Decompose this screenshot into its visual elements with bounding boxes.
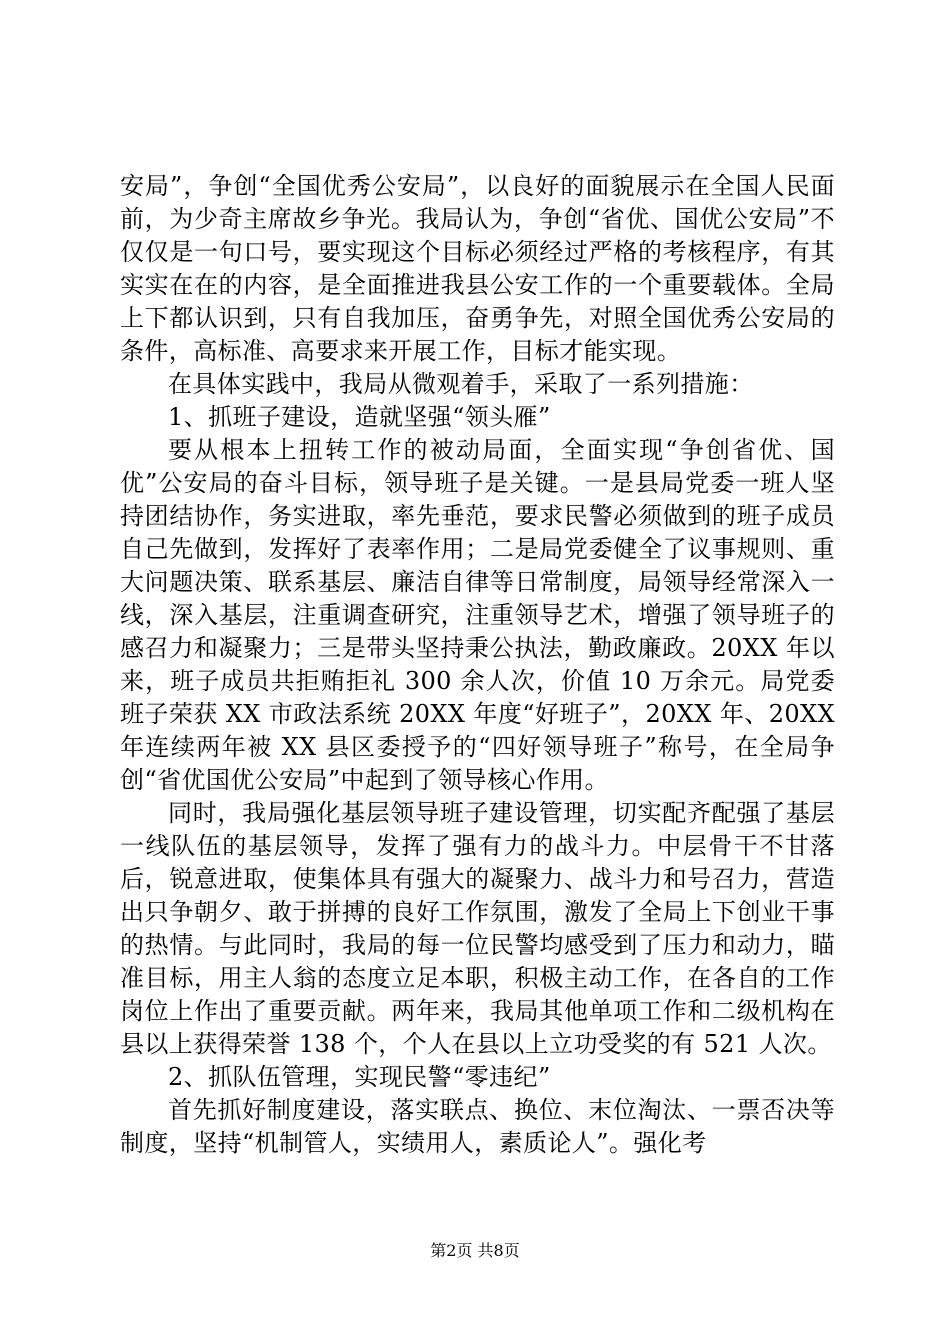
- paragraph-3: 要从根本上扭转工作的被动局面，全面实现“争创省优、国优”公安局的奋斗目标，领导班子是关键。一是县局党委一班人坚持团结协作，务实进取，率先垂范，要求民警必须做到的班子成员自己先做到，发挥好了表率作用；二是局党委健全了议事规则、重大问题决策、联系基层、廉洁自律等日常制度，局领导经常深入一线，深入基层，注重调查研究，注重领导艺术，增强了领导班子的感召力和凝聚力；三是带头坚持秉公执法，勤政廉政。20XX 年以来，班子成员共拒贿拒礼 300 余人次，价值 10 万余元。局党委班子荣获 XX 市政法系统 20XX 年度“好班子”，20XX 年、20XX 年连续两年被 XX 县区委授予的“四好领导班子”称号，在全局争创“省优国优公安局”中起到了领导核心作用。: [120, 436, 835, 794]
- paragraph-4: 同时，我局强化基层领导班子建设管理，切实配齐配强了基层一线队伍的基层领导，发挥了强有力的战斗力。中层骨干不甘落后，锐意进取，使集体具有强大的凝聚力、战斗力和号召力，营造出只争朝夕、敢于拼搏的良好工作氛围，激发了全局上下创业干事的热情。与此同时，我局的每一位民警均感受到了压力和动力，瞄准目标，用主人翁的态度立足本职，积极主动工作，在各自的工作岗位上作出了重要贡献。两年来，我局其他单项工作和二级机构在县以上获得荣誉 138 个，个人在县以上立功受奖的有 521 人次。: [120, 799, 835, 1058]
- paragraph-2: 在具体实践中，我局从微观着手，采取了一系列措施：: [168, 370, 754, 398]
- section-heading-2: 2、抓队伍管理，实现民警“零违纪”: [168, 1063, 551, 1091]
- section-heading-1: 1、抓班子建设，造就坚强“领头雁”: [168, 403, 551, 431]
- document-body: [120, 170, 835, 1160]
- page-footer: 第2页 共8页: [430, 1241, 520, 1260]
- paragraph-5: 首先抓好制度建设，落实联点、换位、末位淘汰、一票否决等制度，坚持“机制管人，实绩用人，素质论人”。强化考: [120, 1096, 835, 1157]
- paragraph-1: 安局”，争创“全国优秀公安局”，以良好的面貌展示在全国人民面前，为少奇主席故乡争光。我局认为，争创“省优、国优公安局”不仅仅是一句口号，要实现这个目标必须经过严格的考核程序，有其实实在在的内容，是全面推进我县公安工作的一个重要载体。全局上下都认识到，只有自我加压，奋勇争先，对照全国优秀公安局的条件，高标准、高要求来开展工作，目标才能实现。: [120, 172, 835, 365]
